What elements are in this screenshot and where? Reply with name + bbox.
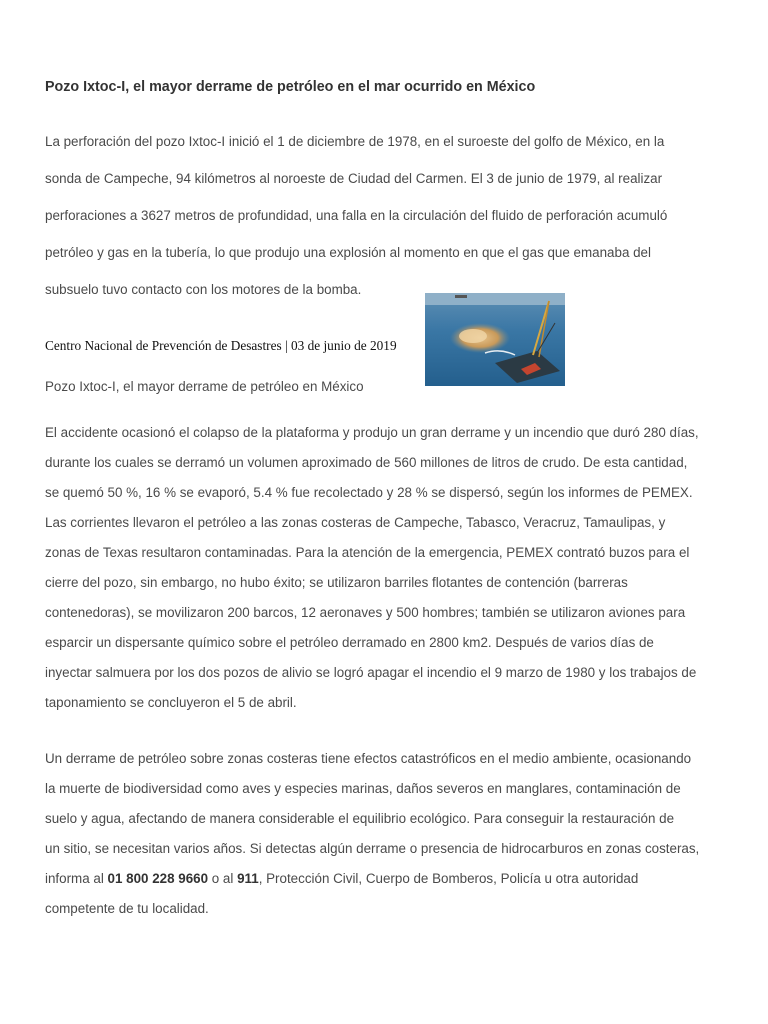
emergency-number: 911 xyxy=(237,871,259,886)
contact-suffix: , Protección Civil, Cuerpo de Bomberos, Policía u otra autoridad xyxy=(258,871,639,886)
oil-platform-photo xyxy=(425,293,565,386)
paragraph-line: zonas de Texas resultaron contaminadas. Para la atención de la emergencia, PEMEX contrató buzos para el xyxy=(45,545,690,560)
paragraph-line: El accidente ocasionó el colapso de la plataforma y produjo un gran derrame y un incendio que duró 280 días, xyxy=(45,425,699,440)
paragraph-line: contenedoras), se movilizaron 200 barcos, 12 aeronaves y 500 hombres; también se utilizaron aviones para xyxy=(45,605,686,620)
paragraph-line: un sitio, se necesitan varios años. Si detectas algún derrame o presencia de hidrocarburos en zonas costeras, xyxy=(45,841,700,856)
paragraph-line: se quemó 50 %, 16 % se evaporó, 5.4 % fue recolectado y 28 % se dispersó, según los informes de PEMEX. xyxy=(45,485,693,500)
contact-middle: o al xyxy=(208,871,238,886)
paragraph-line: la muerte de biodiversidad como aves y especies marinas, daños severos en manglares, contaminación de xyxy=(45,781,681,796)
closing-paragraph xyxy=(45,746,735,926)
paragraph-line: cierre del pozo, sin embargo, no hubo éxito; se utilizaron barriles flotantes de contención (barreras xyxy=(45,575,628,590)
paragraph-line: Las corrientes llevaron el petróleo a las zonas costeras de Campeche, Tabasco, Veracruz, Tamaulipas, y xyxy=(45,515,666,530)
paragraph-line: durante los cuales se derramó un volumen aproximado de 560 millones de litros de crudo. De esta cantidad, xyxy=(45,455,688,470)
paragraph-line: taponamiento se concluyeron el 5 de abril. xyxy=(45,695,297,710)
contact-line xyxy=(45,866,735,896)
paragraph-line: Un derrame de petróleo sobre zonas costeras tiene efectos catastróficos en el medio ambiente, ocasionando xyxy=(45,751,692,766)
paragraph-line: suelo y agua, afectando de manera considerable el equilibrio ecológico. Para conseguir la restauración de xyxy=(45,811,675,826)
paragraph-line: petróleo y gas en la tubería, lo que produjo una explosión al momento en que el gas que emanaba del xyxy=(45,245,651,260)
intro-paragraph xyxy=(45,129,725,314)
contact-prefix: informa al xyxy=(45,871,108,886)
source-byline: Centro Nacional de Prevención de Desastres | 03 de junio de 2019 xyxy=(45,338,397,353)
paragraph-line: esparcir un dispersante químico sobre el petróleo derramado en 2800 km2. Después de varios días de xyxy=(45,635,654,650)
image-caption: Pozo Ixtoc-I, el mayor derrame de petróleo en México xyxy=(45,379,364,394)
article-title: Pozo Ixtoc-I, el mayor derrame de petróleo en el mar ocurrido en México xyxy=(45,79,536,95)
paragraph-line: competente de tu localidad. xyxy=(45,901,209,916)
oil-platform-photo-illustration xyxy=(425,293,565,386)
paragraph-line: inyectar salmuera por los dos pozos de alivio se logró apagar el incendio el 9 marzo de 1980 y los trabajos de xyxy=(45,665,697,680)
paragraph-line: La perforación del pozo Ixtoc-I inició el 1 de diciembre de 1978, en el suroeste del golfo de México, en la xyxy=(45,134,665,149)
body-paragraph xyxy=(45,420,735,720)
paragraph-line: subsuelo tuvo contacto con los motores de la bomba. xyxy=(45,282,362,297)
phone-number: 01 800 228 9660 xyxy=(107,871,209,886)
paragraph-line: sonda de Campeche, 94 kilómetros al noroeste de Ciudad del Carmen. El 3 de junio de 1979, al realizar xyxy=(45,171,663,186)
paragraph-line: perforaciones a 3627 metros de profundidad, una falla en la circulación del fluido de perforación acumuló xyxy=(45,208,668,223)
